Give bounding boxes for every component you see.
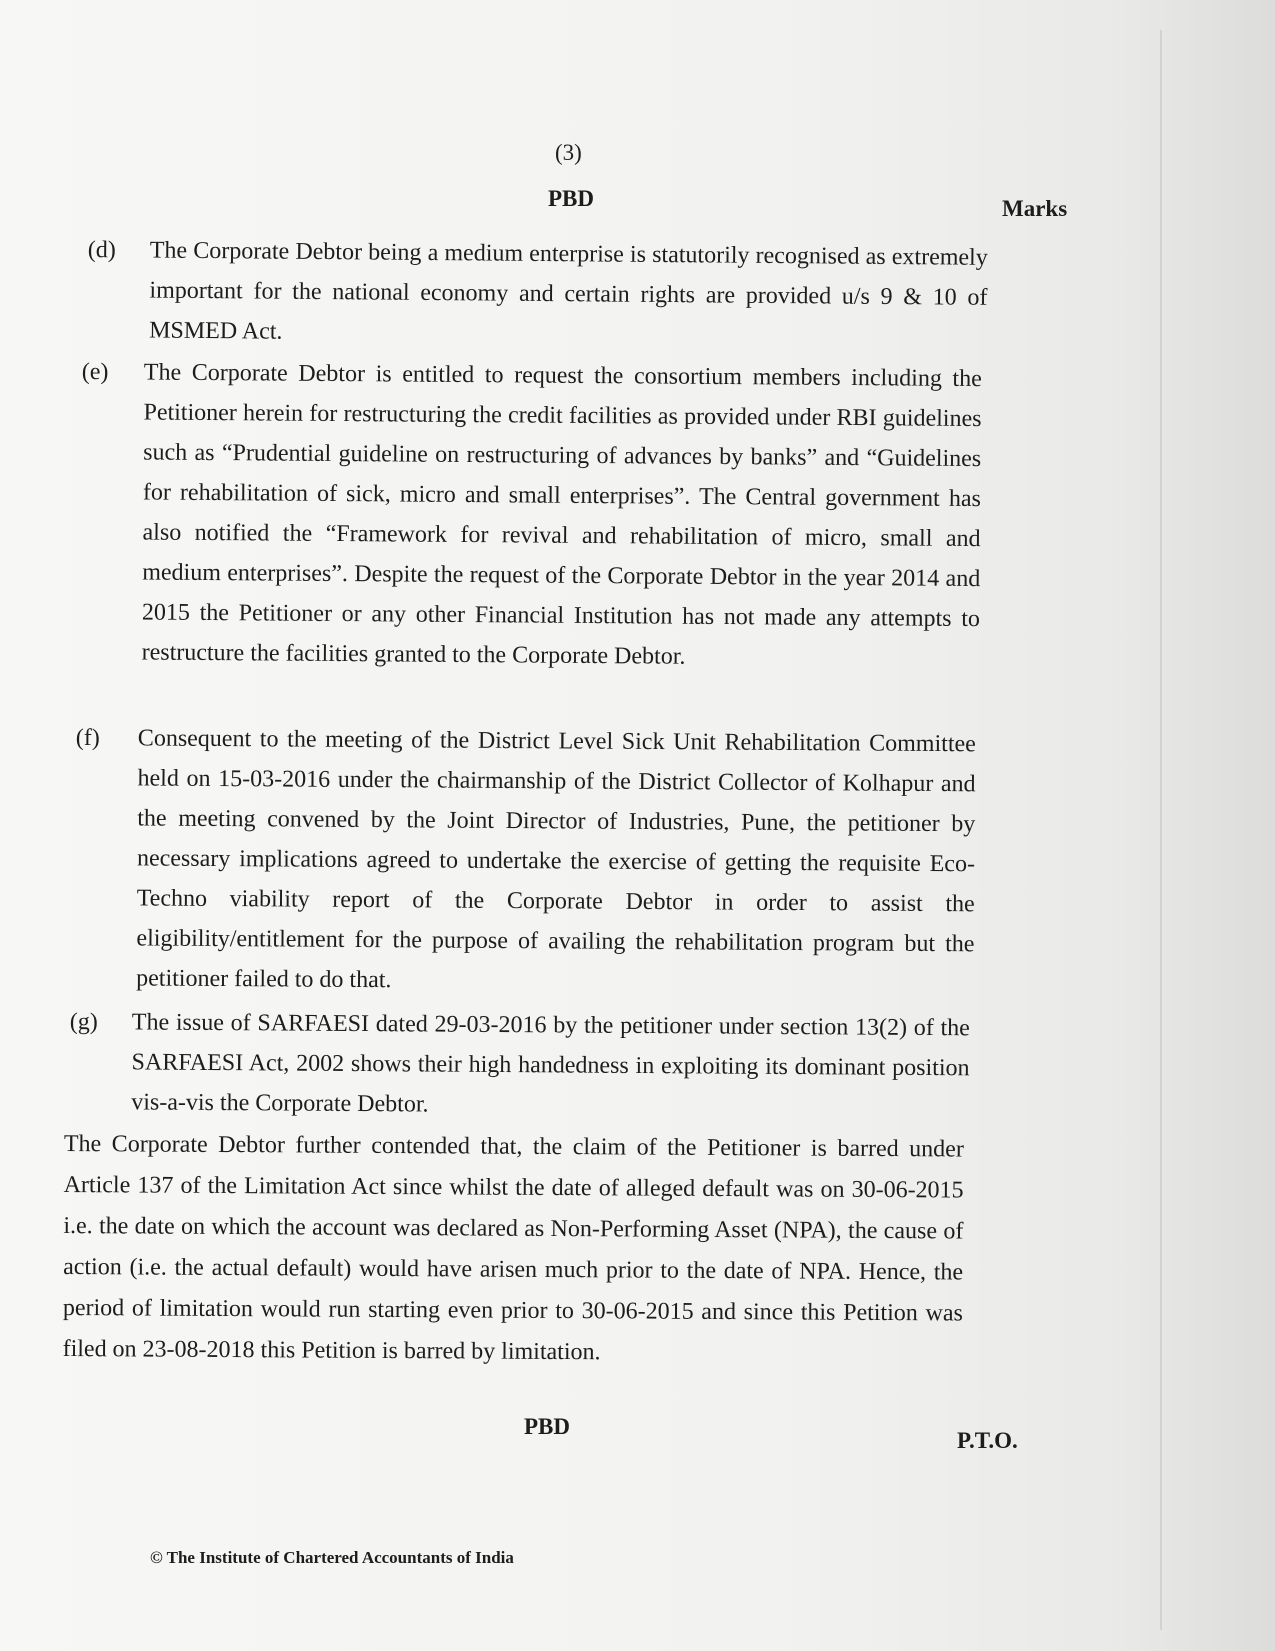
header-paper-code: PBD (548, 186, 594, 211)
list-item-d (87, 230, 988, 358)
item-text: Consequent to the meeting of the District Level Sick Unit Rehabilitation Committee held on 15-03-2016 under the chairmanship of the District Collector of Kolhapur and the meeting convened by the Joint Director of Industries, Pune, the petitioner by necessary implications agreed to undertake the exercise of getting the requisite Eco-Techno viability report of the Corporate Debtor in order to assist the eligibility/entitlement for the purpose of availing the rehabilitation program but the petitioner failed to do that. (136, 725, 976, 994)
footer-paper-code: PBD (524, 1414, 570, 1439)
item-text: The Corporate Debtor is entitled to request the consortium members including the Petitioner herein for restructuring the credit facilities as provided under RBI guidelines such as “Prudential guideline on restructuring of advances by banks” and “Guidelines for rehabilitation of sick, micro and small enterprises”. The Central government has also notified the “Framework for revival and rehabilitation of micro, small and medium enterprises”. Despite the request of the Corporate Debtor in the year 2014 and 2015 the Petitioner or any other Financial Institution has not made any attempts to restructure the facilities granted to the Corporate Debtor. (141, 359, 982, 670)
copyright-notice: © The Institute of Chartered Accountants of India (150, 1548, 514, 1567)
item-label: (e) (81, 358, 109, 386)
marks-column-label: Marks (1002, 196, 1068, 221)
list-item-f (74, 718, 976, 1004)
closing-paragraph: The Corporate Debtor further contended that, the claim of the Petitioner is barred under Article 137 of the Limitation Act since whilst the date of alleged default was on 30-06-2015 i.e. the date on which the account was declared as Non-Performing Asset (NPA), the cause of action (i.e. the actual default) would have arisen much prior to the date of NPA. Hence, the period of limitation would run starting even prior to 30-06-2015 and since this Petition was filed on 23-08-2018 this Petition is barred by limitation. (62, 1130, 964, 1366)
item-label: (g) (69, 1008, 98, 1036)
list-item-g (69, 1002, 970, 1128)
item-label: (f) (75, 724, 100, 752)
item-text: The Corporate Debtor being a medium enterprise is statutorily recognised as extremely important for the national economy and certain rights are provided u/s 9 & 10 of MSMED Act. (149, 237, 988, 345)
list-item-e (79, 352, 981, 679)
item-label: (d) (87, 236, 116, 264)
scan-edge-line (1160, 30, 1162, 1630)
page-number: (3) (555, 140, 582, 165)
item-text: The issue of SARFAESI dated 29-03-2016 by the petitioner under section 13(2) of the SARFAESI Act, 2002 shows their high handedness in exploiting its dominant position vis-a-vis the Corporate Debtor. (131, 1009, 970, 1118)
please-turn-over: P.T.O. (957, 1428, 1018, 1453)
